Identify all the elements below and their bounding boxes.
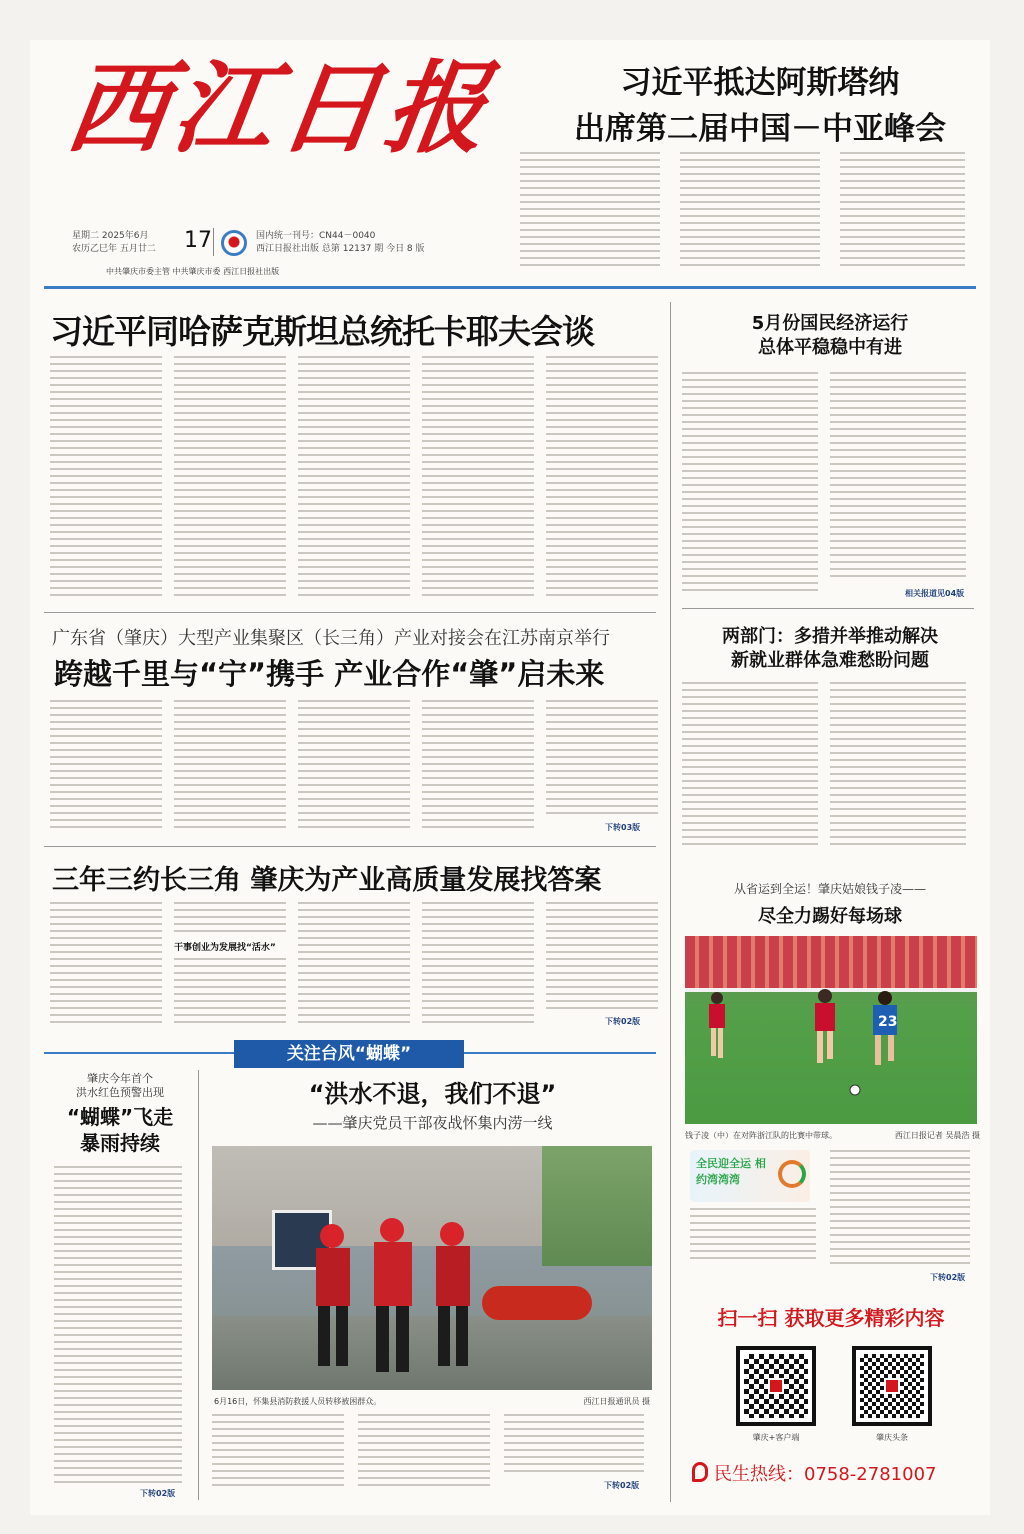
- qr-code-headlines[interactable]: [852, 1346, 932, 1426]
- industry-story-text: [422, 700, 534, 828]
- yangtze-story-text: [298, 902, 410, 1028]
- lead-headline: [550, 60, 970, 152]
- games-emblem-icon: [778, 1160, 806, 1188]
- cn-number: 国内统一刊号：CN44－0040: [256, 231, 376, 241]
- publication-info: [256, 230, 425, 256]
- industry-story-text: [546, 700, 658, 816]
- lead-story-text: [680, 152, 820, 270]
- economy-headline-line2: 总体平稳稳中有进: [758, 337, 902, 358]
- section-rule: [44, 846, 656, 847]
- typhoon-main-text: [358, 1414, 490, 1486]
- yangtze-story-text: [174, 902, 286, 934]
- lead-headline-line1: 习近平抵达阿斯塔纳: [620, 65, 900, 101]
- section-rule: [682, 608, 974, 609]
- date-block: [72, 230, 156, 256]
- employment-headline-line1: 两部门：多措并举推动解决: [722, 626, 938, 647]
- typhoon-banner: 关注台风“蝴蝶”: [234, 1040, 464, 1068]
- industry-story-text: [298, 700, 410, 828]
- qr-logo-icon: [884, 1378, 900, 1394]
- football-photo: [685, 936, 977, 1124]
- employment-headline-line2: 新就业群体急难愁盼问题: [731, 650, 929, 671]
- date-line: 星期二 2025年6月: [72, 231, 149, 241]
- typhoon-side-continued[interactable]: 下转02版: [140, 1489, 176, 1498]
- hotline-text[interactable]: 民生热线：0758-2781007: [714, 1464, 937, 1485]
- football: [850, 1085, 860, 1095]
- typhoon-main-headline: “洪水不退，我们不退”: [308, 1080, 557, 1108]
- economy-continued[interactable]: 相关报道见04版: [905, 589, 965, 598]
- kazakh-story-text: [298, 356, 410, 596]
- publisher-line: 西江日报社出版 总第 12137 期 今日 8 版: [256, 244, 425, 254]
- typhoon-side-kicker-line2: 洪水红色预警出现: [76, 1086, 164, 1099]
- kazakh-story-text: [422, 356, 534, 596]
- industry-story-text: [50, 700, 162, 828]
- lead-story-text: [840, 152, 965, 270]
- kazakh-story-text: [174, 356, 286, 596]
- football-headline: 尽全力踢好每场球: [758, 906, 902, 927]
- yangtze-story-text: [546, 902, 658, 1012]
- player-blue: [873, 991, 897, 1065]
- kazakh-story-text: [546, 356, 658, 596]
- typhoon-photo-caption: 6月16日，怀集县消防救援人员转移被困群众。: [214, 1397, 382, 1406]
- sponsor-line: 中共肇庆市委主管 中共肇庆市委 西江日报社出版: [106, 267, 280, 276]
- football-kicker: 从省运到全运！肇庆姑娘钱子凌——: [733, 882, 926, 896]
- kazakh-story-text: [50, 356, 162, 596]
- games-logo-text: 全民迎全运 相约湾湾湾: [696, 1157, 766, 1186]
- newspaper-emblem-icon: [221, 230, 247, 256]
- employment-story-text: [830, 682, 966, 850]
- industry-headline: 跨越千里与“宁”携手 产业合作“肇”启未来: [54, 657, 605, 691]
- trees: [542, 1146, 652, 1266]
- masthead-rule: [44, 286, 976, 289]
- games-logo: [690, 1150, 810, 1202]
- lead-story-text: [520, 152, 660, 270]
- typhoon-photo: [212, 1146, 652, 1390]
- industry-story-text: [174, 700, 286, 828]
- yangtze-headline: 三年三约长三角 肇庆为产业高质量发展找答案: [52, 865, 602, 896]
- scan-promo-text: 扫一扫 获取更多精彩内容: [717, 1306, 945, 1330]
- newspaper-front-page: [30, 40, 990, 1515]
- economy-story-text: [830, 372, 966, 582]
- svg-text:23: 23: [878, 1014, 898, 1030]
- lead-headline-line2: 出席第二届中国－中亚峰会: [574, 111, 946, 147]
- typhoon-side-text: [54, 1166, 182, 1484]
- typhoon-side-headline-line1: “蝴蝶”飞走: [66, 1105, 174, 1129]
- football-story-text: [690, 1208, 816, 1264]
- football-photo-credit: 西江日报记者 吴晨浩 摄: [894, 1131, 980, 1140]
- column-divider: [670, 302, 671, 1502]
- typhoon-side-kicker-line1: 肇庆今年首个: [87, 1072, 153, 1085]
- typhoon-side-headline: [50, 1104, 190, 1156]
- qr-app-label: 肇庆+客户端: [752, 1433, 800, 1442]
- typhoon-side-headline-line2: 暴雨持续: [80, 1131, 160, 1155]
- lunar-date-line: 农历乙巳年 五月廿二: [72, 244, 156, 254]
- football-photo-caption: 钱子凌（中）在对阵浙江队的比赛中带球。: [685, 1131, 837, 1140]
- typhoon-photo-credit: 西江日报通讯员 摄: [583, 1397, 650, 1406]
- rescuers-illustration: [292, 1206, 512, 1390]
- divider: [213, 228, 214, 256]
- rescuer-1: [316, 1224, 350, 1366]
- column-divider: [198, 1070, 199, 1500]
- qr-logo-icon: [768, 1378, 784, 1394]
- economy-headline-line1: 5月份国民经济运行: [751, 313, 909, 334]
- kazakh-headline: 习近平同哈萨克斯坦总统托卡耶夫会谈: [50, 312, 594, 351]
- player-red-1: [709, 992, 725, 1058]
- yangtze-story-text: [422, 902, 534, 1028]
- qr-headlines-label: 肇庆头条: [876, 1433, 908, 1442]
- yangtze-subhead: 干事创业为发展找“活水”: [174, 943, 276, 953]
- football-story-text: [830, 1150, 970, 1268]
- industry-kicker: 广东省（肇庆）大型产业集聚区（长三角）产业对接会在江苏南京举行: [52, 628, 610, 649]
- employment-story-text: [682, 682, 818, 850]
- typhoon-main-text: [504, 1414, 644, 1474]
- football-continued[interactable]: 下转02版: [930, 1273, 966, 1282]
- employment-headline: [685, 625, 975, 673]
- phone-icon: [692, 1462, 708, 1482]
- player-red-2: [815, 989, 835, 1063]
- rescuer-3: [436, 1222, 470, 1366]
- typhoon-main-text: [212, 1414, 344, 1486]
- yangtze-story-text: [174, 958, 286, 1028]
- section-rule: [44, 612, 656, 613]
- economy-headline: [685, 312, 975, 360]
- masthead-logo: 西江日报: [59, 49, 501, 167]
- qr-code-app[interactable]: [736, 1346, 816, 1426]
- yangtze-continued[interactable]: 下转02版: [605, 1017, 641, 1026]
- day-number: 17: [184, 228, 212, 253]
- industry-continued[interactable]: 下转03版: [605, 823, 641, 832]
- typhoon-main-subhead: ——肇庆党员干部夜战怀集内涝一线: [312, 1114, 553, 1132]
- rescuer-2: [374, 1218, 412, 1372]
- typhoon-main-continued[interactable]: 下转02版: [604, 1481, 640, 1490]
- players-illustration: [685, 936, 977, 1124]
- yangtze-story-text: [50, 902, 162, 1028]
- economy-story-text: [682, 372, 818, 594]
- typhoon-side-kicker: [50, 1072, 190, 1100]
